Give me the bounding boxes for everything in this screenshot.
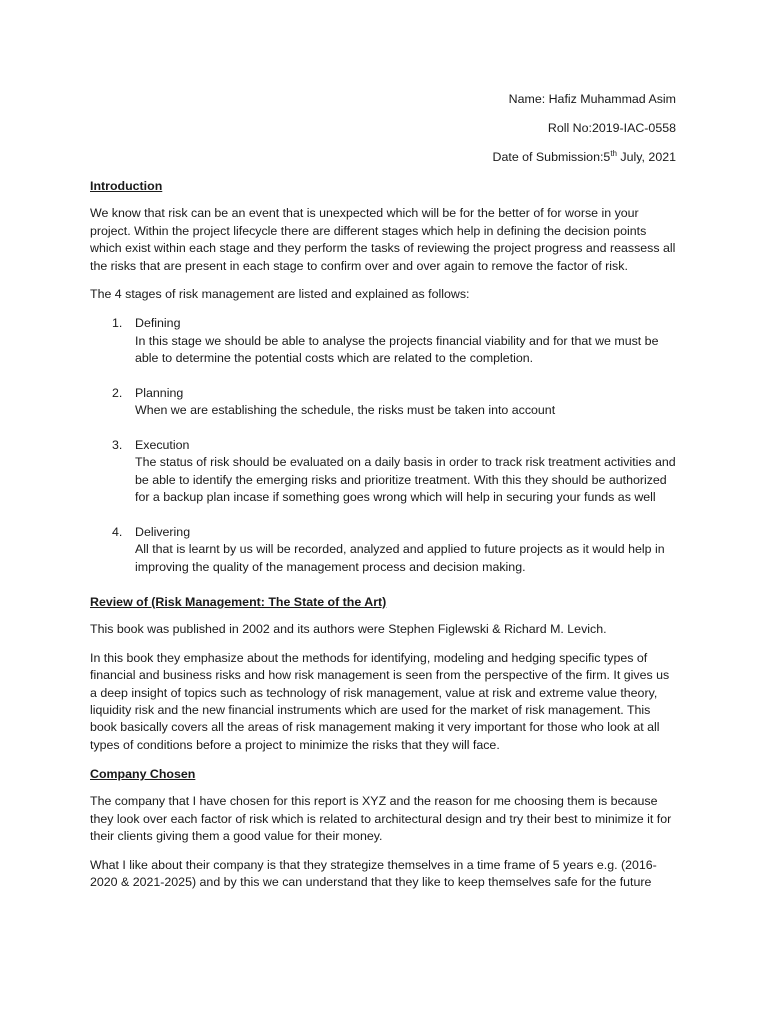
stage-text: The status of risk should be evaluated on a daily basis in order to track risk treatment activities and be able to identify the emerging risks and prioritize treatment. With this they should be authorized for a backup plan incase if something goes wrong which will help in securing your funds as well bbox=[135, 455, 676, 505]
date-prefix: Date of Submission:5 bbox=[492, 150, 611, 164]
stage-title: Defining bbox=[135, 316, 181, 331]
review-paragraph-1: This book was published in 2002 and its authors were Stephen Figlewski & Richard M. Levich. bbox=[90, 622, 607, 637]
stage-item bbox=[90, 524, 678, 576]
roll-number: Roll No:2019-IAC-0558 bbox=[547, 121, 676, 135]
student-name: Name: Hafiz Muhammad Asim bbox=[508, 92, 676, 106]
stage-number: 2. bbox=[112, 385, 123, 400]
stage-title: Execution bbox=[135, 438, 190, 453]
introduction-paragraph: We know that risk can be an event that is unexpected which will be for the better of for worse in your project. Within the project lifecycle there are different stages which help in defining the decision points which exist within each stage and they perform the tasks of reviewing the project progress and reassess all the risks that are present in each stage to confirm over and over again to remove the factor of risk. bbox=[90, 206, 676, 273]
date-suffix: July, 2021 bbox=[616, 150, 676, 164]
stages-list bbox=[90, 315, 678, 576]
company-heading: Company Chosen bbox=[90, 766, 196, 781]
stage-number: 3. bbox=[112, 438, 123, 453]
stage-item bbox=[90, 437, 678, 507]
stage-title: Planning bbox=[135, 385, 184, 400]
company-paragraph-2: What I like about their company is that they strategize themselves in a time frame of 5 years e.g. (2016-2020 & 2021-2025) and by this we can understand that they like to keep themselves safe for the future bbox=[90, 857, 657, 890]
stage-item bbox=[90, 315, 678, 367]
student-info bbox=[90, 91, 676, 166]
stage-title: Delivering bbox=[135, 525, 191, 540]
review-paragraph-2: In this book they emphasize about the methods for identifying, modeling and hedging specific types of financial and business risks and how risk management is seen from the perspective of the firm. It gives us a deep insight of topics such as technology of risk management, value at risk and extreme value theory, liquidity risk and the new financial instruments which are used for the market of risk management. This book basically covers all the areas of risk management making it very important for those who look at all types of conditions before a project to minimize the risks that they will face. bbox=[90, 650, 670, 752]
date-superscript: th bbox=[610, 148, 617, 158]
stage-item bbox=[90, 385, 678, 420]
stage-text: When we are establishing the schedule, the risks must be taken into account bbox=[135, 403, 556, 418]
submission-date bbox=[90, 149, 676, 166]
company-paragraph-1: The company that I have chosen for this report is XYZ and the reason for me choosing them is because they look over each factor of risk which is related to architectural design and try their best to minimize it for their clients giving them a good value for their money. bbox=[90, 794, 672, 843]
stage-text: In this stage we should be able to analyse the projects financial viability and for that we must be able to determine the potential costs which are related to the completion. bbox=[135, 333, 659, 366]
review-heading: Review of (Risk Management: The State of the Art) bbox=[90, 594, 387, 609]
stage-number: 1. bbox=[112, 316, 123, 331]
stage-number: 4. bbox=[112, 525, 123, 540]
stages-intro: The 4 stages of risk management are listed and explained as follows: bbox=[90, 287, 470, 302]
stage-text: All that is learnt by us will be recorded, analyzed and applied to future projects as it would help in improving the quality of the management process and decision making. bbox=[135, 542, 665, 574]
introduction-heading: Introduction bbox=[90, 179, 163, 193]
